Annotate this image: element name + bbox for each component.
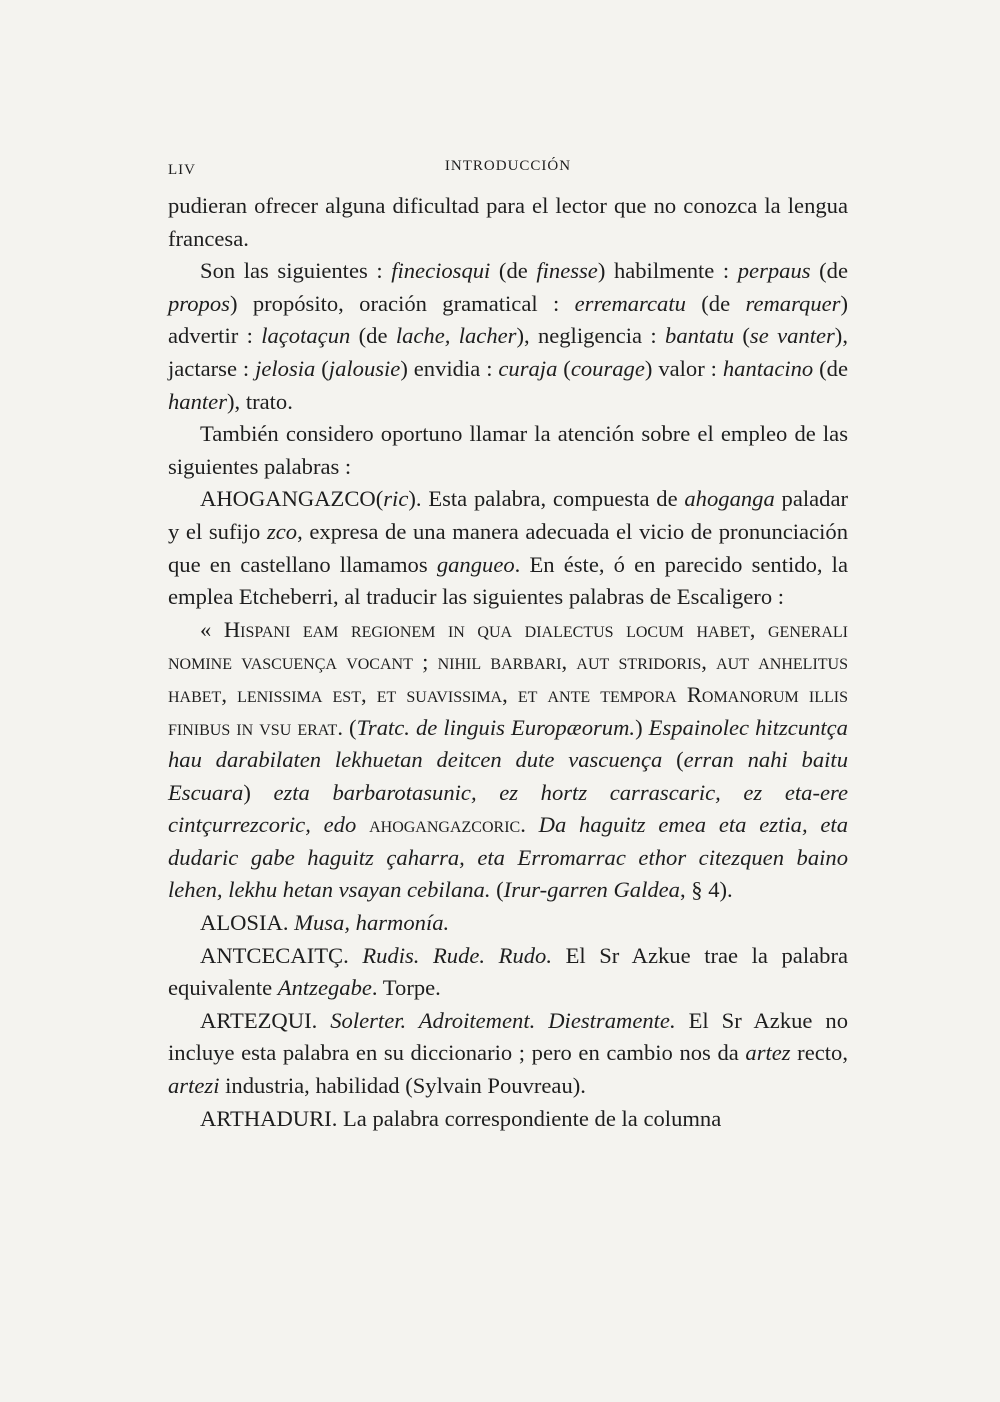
italic-term: lache, lacher — [395, 323, 517, 349]
text-span: ( — [375, 486, 384, 512]
italic-term: zco — [266, 518, 298, 544]
entry-headword: ARTEZQUI. — [200, 1007, 331, 1033]
text-span: ) — [243, 779, 274, 805]
text-span: . — [520, 812, 539, 838]
text-span: ( — [557, 355, 571, 381]
italic-term: Irur-garren Galdea — [503, 877, 680, 903]
text-span: industria, habilidad (Sylvain Pouvreau). — [219, 1073, 586, 1099]
entry-antcecaitc — [168, 940, 848, 1005]
text-span: La palabra correspondiente de la columna — [337, 1105, 722, 1131]
text-span: ), negligencia : — [516, 323, 666, 349]
italic-term: ahoganga — [684, 486, 775, 512]
text-span: (de — [350, 323, 396, 349]
italic-term: erremarcatu — [574, 290, 686, 316]
text-span: Son las siguientes : — [200, 258, 392, 284]
quote-latin: « Hispani eam regionem in qua dialectus locum habet, generali nomine vascuença vocant ; nihil barbari, aut stridoris, aut anhelitus habet, lenissima est, et suavissima, et ante tempora Romanorum illis finibus in vsu erat. — [168, 616, 848, 740]
text-span: ( — [662, 747, 684, 773]
running-title: INTRODUCCIÓN — [444, 158, 572, 174]
entry-alosia — [168, 907, 848, 940]
italic-term: se vanter — [749, 323, 835, 349]
text-span: , § 4). — [679, 877, 733, 903]
italic-term: jalousie — [328, 355, 401, 381]
text-span: ) propósito, oración gramatical : — [229, 290, 575, 316]
italic-term: courage — [570, 355, 645, 381]
text-span: ) habilmente : — [597, 258, 738, 284]
text-span: . En éste, ó en parecido sentido, la emplea Etcheberri, al traducir las siguientes palabras de Escaligero : — [168, 551, 848, 610]
italic-term: Tratc. de linguis Europæorum. — [356, 714, 636, 740]
text-span: (de — [813, 355, 848, 381]
paragraph-word-list — [168, 255, 848, 418]
entry-artezqui — [168, 1005, 848, 1103]
italic-term: hanter — [168, 388, 227, 414]
italic-term: jelosia — [255, 355, 316, 381]
text-span: paladar y el sufijo — [168, 486, 848, 544]
text-span: ). Esta palabra, compuesta de — [408, 486, 685, 512]
text-span: ), jactarse : — [168, 323, 848, 381]
text-span: (de — [810, 258, 848, 284]
text-span: También considero oportuno llamar la atención sobre el empleo de las siguientes palabras : — [168, 421, 848, 479]
book-page — [168, 150, 848, 1135]
text-span: recto, — [790, 1040, 848, 1066]
page-header — [168, 150, 848, 190]
text-span: ) advertir : — [168, 290, 848, 349]
italic-term: artez — [745, 1040, 791, 1066]
italic-term: artezi — [168, 1073, 220, 1099]
italic-term: finesse — [536, 258, 598, 284]
text-span: (de — [685, 290, 746, 316]
text-span: ( — [734, 323, 750, 349]
italic-term: curaja — [498, 355, 558, 381]
entry-ahogangazco — [168, 483, 848, 613]
text-span: ( — [342, 714, 357, 740]
text-span: El Sr Azkue trae la palabra equivalente — [168, 942, 848, 1001]
entry-headword: ARTHADURI. — [200, 1105, 338, 1131]
entry-headword: ALOSIA. — [200, 910, 295, 936]
text-span: ( — [490, 877, 504, 903]
quote-basque: Espainolec hitzcuntça hau darabilaten lekhuetan deitcen dute vascuença — [168, 714, 848, 773]
text-span: , expresa de una manera adecuada el vicio de pronunciación que en castellano llamamos — [168, 518, 848, 577]
quotation-block — [168, 614, 848, 907]
text-span: ) — [635, 714, 649, 740]
text-span: El Sr Azkue no incluye esta palabra en su diccionario ; pero en cambio nos da — [168, 1007, 849, 1066]
italic-term: ric — [383, 486, 409, 512]
entry-headword: AHOGANGAZCO — [200, 486, 376, 512]
paragraph-intro-list — [168, 418, 848, 483]
small-caps-term: ahogangazcoric — [369, 812, 521, 838]
text-span: ) envidia : — [400, 355, 499, 381]
italic-term: hantacino — [722, 355, 814, 381]
italic-term: Rudis. Rude. Rudo. — [362, 942, 552, 968]
italic-term: perpaus — [737, 258, 811, 284]
quote-basque: ezta barbarotasunic, ez hortz carrascaric, ez eta-ere cintçurrezcoric, edo — [168, 779, 848, 838]
italic-term: Antzegabe — [277, 975, 372, 1001]
italic-term: Solerter. Adroitement. Diestramente. — [330, 1007, 676, 1033]
text-span: (de — [490, 258, 537, 284]
italic-term: erran nahi baitu Escuara — [168, 747, 848, 805]
page-number: LIV — [168, 162, 196, 178]
text-span: . Torpe. — [371, 975, 441, 1001]
text-span: ) valor : — [644, 355, 723, 381]
italic-term: fineciosqui — [391, 258, 491, 284]
page-body — [168, 190, 848, 1135]
italic-term: remarquer — [745, 290, 841, 316]
text-span: ), trato. — [227, 388, 293, 414]
italic-term: Musa, harmonía. — [294, 910, 450, 936]
entry-headword: ANTCECAITÇ. — [200, 942, 363, 968]
italic-term: gangueo — [436, 551, 515, 577]
italic-term: propos — [168, 290, 230, 316]
text-span: ( — [315, 355, 329, 381]
entry-arthaduri — [168, 1103, 848, 1136]
quote-basque: Da haguitz emea eta eztia, eta dudaric gabe haguitz çaharra, eta Erromarrac ethor citezquen baino lehen, lekhu hetan vsayan cebilana. — [168, 812, 848, 903]
paragraph-continuation — [168, 190, 848, 255]
italic-term: laçotaçun — [261, 323, 351, 349]
text-span: pudieran ofrecer alguna dificultad para el lector que no conozca la lengua francesa. — [168, 193, 848, 251]
italic-term: bantatu — [665, 323, 735, 349]
